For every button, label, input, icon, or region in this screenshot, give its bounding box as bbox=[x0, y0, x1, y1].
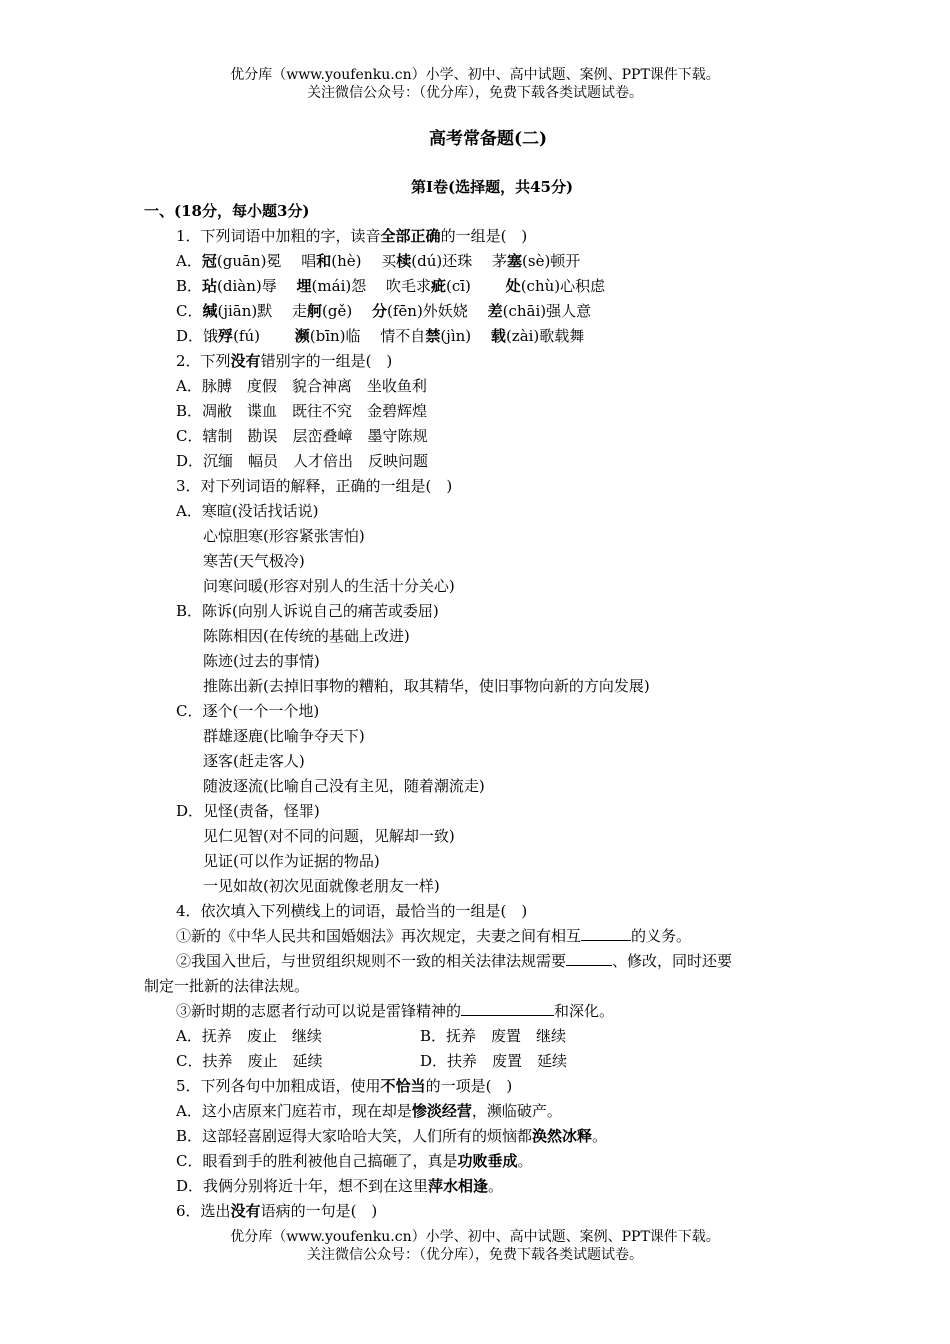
section-heading: 一、(18分，每小题3分) bbox=[144, 202, 310, 220]
banner-line-2: 关注微信公众号：（优分库），免费下载各类试题试卷。 bbox=[307, 85, 643, 101]
question-5-stem: 5．下列各句中加粗成语，使用不恰当的一项是( ) bbox=[176, 1077, 513, 1095]
fill-blank bbox=[581, 926, 631, 941]
fill-blank bbox=[566, 951, 612, 966]
question-5-option-b: B．这部轻喜剧逗得大家哈哈大笑，人们所有的烦恼都涣然冰释。 bbox=[176, 1127, 608, 1145]
question-6-stem: 6．选出没有语病的一句是( ) bbox=[176, 1202, 378, 1220]
question-4-stem: 4．依次填入下列横线上的词语，最恰当的一组是( ) bbox=[176, 902, 528, 920]
question-3-option-c-item: 逐客(赶走客人) bbox=[203, 752, 305, 770]
question-2-stem: 2．下列没有错别字的一组是( ) bbox=[176, 352, 393, 370]
question-4-sentence-1: ①新的《中华人民共和国婚姻法》再次规定，夫妻之间有相互 的义务。 bbox=[176, 927, 692, 945]
question-3-option-b: B．陈诉(向别人诉说自己的痛苦或委屈) bbox=[176, 602, 439, 620]
question-1-stem: 1．下列词语中加粗的字，读音全部正确的一组是( ) bbox=[176, 227, 528, 245]
question-4-options-row-1 bbox=[176, 1024, 816, 1049]
section-subtitle: 第Ⅰ卷(选择题，共45分) bbox=[410, 178, 574, 196]
fill-blank bbox=[461, 1001, 554, 1016]
question-3-option-d-item: 一见如故(初次见面就像老朋友一样) bbox=[203, 877, 440, 895]
question-3-option-d: D．见怪(责备，怪罪) bbox=[176, 802, 320, 820]
question-2-option-a: A．脉膊 度假 貌合神离 坐收鱼利 bbox=[176, 377, 427, 395]
question-1-option-a: A．冠(guān)冕 唱和(hè) 买椟(dú)还珠 茅塞(sè)顿开 bbox=[176, 252, 581, 270]
question-3-option-b-item: 推陈出新(去掉旧事物的糟粕，取其精华，使旧事物向新的方向发展) bbox=[203, 677, 650, 695]
question-3-option-c-item: 随波逐流(比喻自己没有主见，随着潮流走) bbox=[203, 777, 485, 795]
banner-line-1: 优分库（www.youfenku.cn）小学、初中、高中试题、案例、PPT课件下载。 bbox=[230, 67, 720, 83]
question-4-option-b: B．抚养 废置 继续 bbox=[420, 1027, 567, 1045]
question-3-option-b-item: 陈迹(过去的事情) bbox=[203, 652, 320, 670]
question-4-option-a: A．抚养 废止 继续 bbox=[176, 1027, 322, 1045]
question-3-option-c-item: 群雄逐鹿(比喻争夺天下) bbox=[203, 727, 365, 745]
header-banner bbox=[0, 66, 950, 102]
exam-content bbox=[144, 199, 816, 1224]
banner-line-2: 关注微信公众号：（优分库），免费下载各类试题试卷。 bbox=[307, 1247, 643, 1263]
question-3-option-a: A．寒暄(没话找话说) bbox=[176, 502, 319, 520]
question-4-sentence-2-cont: 制定一批新的法律法规。 bbox=[144, 977, 310, 995]
question-4-options-row-2 bbox=[176, 1049, 816, 1074]
question-3-option-c: C．逐个(一个一个地) bbox=[176, 702, 320, 720]
question-2-option-d: D．沉缅 幅员 人才倍出 反映问题 bbox=[176, 452, 429, 470]
question-4-sentence-3: ③新时期的志愿者行动可以说是雷锋精神的 和深化。 bbox=[176, 1002, 615, 1020]
question-1-option-c: C．缄(jiān)默 走舸(gě) 分(fēn)外妖娆 差(chāi)强人意 bbox=[176, 302, 592, 320]
question-4-option-c: C．扶养 废止 延续 bbox=[176, 1052, 323, 1070]
footer-banner bbox=[0, 1228, 950, 1264]
question-3-option-a-item: 寒苦(天气极冷) bbox=[203, 552, 305, 570]
question-5-option-a: A．这小店原来门庭若市，现在却是惨淡经营，濒临破产。 bbox=[176, 1102, 562, 1120]
question-3-option-b-item: 陈陈相因(在传统的基础上改进) bbox=[203, 627, 410, 645]
question-3-option-d-item: 见仁见智(对不同的问题，见解却一致) bbox=[203, 827, 455, 845]
question-1-option-b: B．玷(diàn)辱 埋(mái)怨 吹毛求疵(cī) 处(chù)心积虑 bbox=[176, 277, 606, 295]
page-title: 高考常备题(二) bbox=[428, 129, 548, 149]
banner-line-1: 优分库（www.youfenku.cn）小学、初中、高中试题、案例、PPT课件下载。 bbox=[230, 1229, 720, 1245]
question-3-option-a-item: 问寒问暖(形容对别人的生活十分关心) bbox=[203, 577, 455, 595]
question-4-sentence-2: ②我国入世后，与世贸组织规则不一致的相关法律法规需要 、修改，同时还要 bbox=[176, 952, 733, 970]
question-5-option-d: D．我俩分别将近十年，想不到在这里萍水相逢。 bbox=[176, 1177, 504, 1195]
question-2-option-c: C．辖制 勘误 层峦叠嶂 墨守陈规 bbox=[176, 427, 428, 445]
question-3-option-a-item: 心惊胆寒(形容紧张害怕) bbox=[203, 527, 365, 545]
question-4-option-d: D．扶养 废置 延续 bbox=[420, 1052, 568, 1070]
question-5-option-c: C．眼看到手的胜利被他自己搞砸了，真是功败垂成。 bbox=[176, 1152, 533, 1170]
question-2-option-b: B．凋敝 谍血 既往不究 金碧辉煌 bbox=[176, 402, 428, 420]
question-3-option-d-item: 见证(可以作为证据的物品) bbox=[203, 852, 380, 870]
question-3-stem: 3．对下列词语的解释，正确的一组是( ) bbox=[176, 477, 453, 495]
question-1-option-d: D．饿殍(fú) 濒(bīn)临 情不自禁(jìn) 载(zài)歌载舞 bbox=[176, 327, 585, 345]
